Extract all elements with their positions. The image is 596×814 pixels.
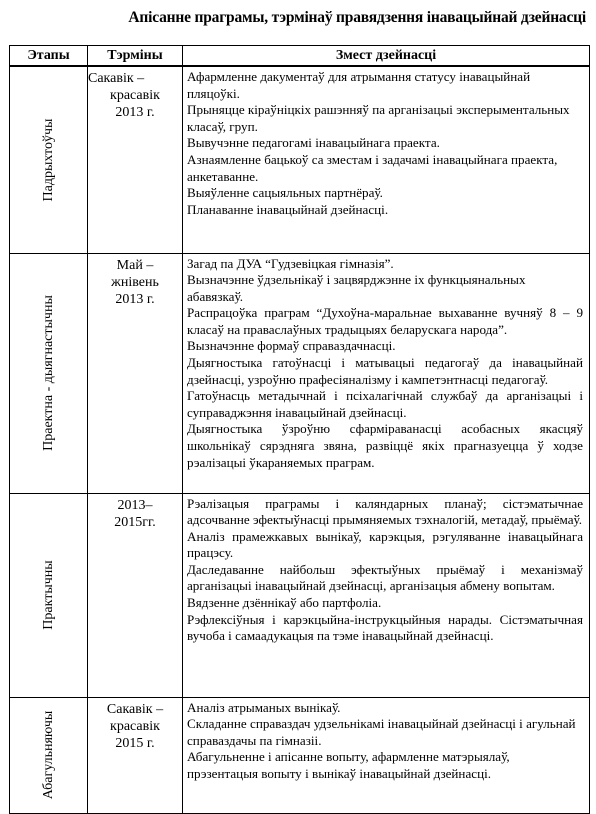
content-item: Гатоўнасць метадычнай і псіхалагічнай службаў да арганізацыі і суправаджэння інавацыйнай дзейнасці. — [187, 388, 583, 420]
term-line: 2013– — [117, 497, 153, 513]
header-terms: Тэрміны — [88, 46, 183, 67]
stage-cell — [10, 253, 88, 493]
term-cell — [88, 253, 183, 493]
content-item: Дыягностыка ўзроўню сфарміраванасці асобасных якасцяў школьнікаў сярэдняга звяна, развіццё якіх прагназуецца ў ходзе рэалізацыі ўкараняемых праграм. — [187, 421, 583, 470]
term-line: Май – — [116, 257, 154, 273]
term-line: красавік — [110, 718, 160, 734]
content-item: Аналіз атрыманых вынікаў. — [187, 699, 341, 715]
content-item: Афармленне дакументаў для атрымання статусу інавацыйнай пляцоўкі. — [187, 69, 531, 101]
content-item: Дыягностыка гатоўнасці і матывацыі педагогаў да інавацыйнай дзейнасці, узроўню прафесіяналізму і кампетэнтнасці педагогаў. — [187, 355, 583, 387]
stage-label: Праектна - дыягнастычны — [40, 295, 56, 451]
table-row — [10, 253, 590, 493]
term-cell — [88, 493, 183, 697]
program-table — [9, 45, 590, 814]
content-cell — [183, 66, 590, 253]
stage-label: Практычны — [40, 560, 56, 630]
content-item: Распрацоўка праграм “Духоўна-маральнае выхаванне вучняў 8 – 9 класаў на праваслаўных традыцыях беларускага народа”. — [187, 305, 583, 337]
stage-cell — [10, 493, 88, 697]
header-stages: Этапы — [10, 46, 88, 67]
content-item: Рэалізацыя праграмы і каляндарных планаў; сістэматычнае адсочванне эфектыўнасці прымяняемых тэхналогій, метадаў, прыёмаў. — [187, 495, 583, 528]
content-item: Выяўленне сацыяльных партнёраў. — [187, 185, 383, 201]
document-title: Апісанне праграмы, тэрмінаў правядзення інавацыйнай дзейнасці — [128, 9, 586, 26]
header-content: Змест дзейнасці — [183, 46, 590, 67]
content-item: Даследаванне найбольш эфектыўных прыёмаў і механізмаў арганізацыі інавацыйнай дзейнасці, арганізацыя абмену вопытам. — [187, 561, 583, 594]
table-row — [10, 66, 590, 253]
content-item: Прыняцце кіраўніцкіх рашэнняў па арганізацыі эксперыментальных класаў, груп. — [187, 102, 570, 134]
term-line: 2013 г. — [115, 105, 155, 120]
term-cell — [88, 66, 183, 253]
term-line: жнівень — [111, 274, 159, 290]
content-item: Загад па ДУА “Гудзевіцкая гімназія”. — [187, 255, 394, 271]
content-item: Абагульненне і апісанне вопыту, афармленне матэрыялаў, прэзентацыя вопыту і вынікаў інавацыйнай дзейнасці. — [187, 749, 510, 781]
table-row — [10, 493, 590, 697]
stage-label: Падрыхтоўчы — [40, 118, 56, 202]
content-item: Рэфлексіўныя і карэкцыйна-інструкцыйныя нарады. Сістэматычная вучоба і самаадукацыя па тэме інавацыйнай дзейнасці. — [187, 611, 583, 644]
term-line: 2015гг. — [114, 514, 156, 530]
table-header-row — [10, 46, 590, 67]
content-cell — [183, 697, 590, 813]
table-row — [10, 697, 590, 813]
content-item: Вывучэнне педагогамі інавацыйнага праекта. — [187, 135, 440, 151]
term-line: Сакавік – — [106, 701, 164, 717]
stage-label: Абагульняючы — [40, 710, 56, 800]
content-cell — [183, 493, 590, 697]
term-line: 2013 г. — [115, 291, 155, 307]
stage-cell — [10, 697, 88, 813]
content-item: Вызначэнне ўдзельнікаў і зацвярджэнне іх функцыянальных абавязкаў. — [187, 272, 526, 304]
content-item: Вызначэнне формаў справаздачнасці. — [187, 338, 396, 354]
stage-cell — [10, 66, 88, 253]
term-cell — [88, 697, 183, 813]
content-item: Планаванне інавацыйнай дзейнасці. — [187, 201, 389, 217]
content-item: Складанне справаздач удзельнікамі інавацыйнай дзейнасці і агульнай справаздачы па гімназіі. — [187, 716, 576, 748]
content-cell — [183, 253, 590, 493]
term-line: 2015 г. — [115, 735, 155, 751]
content-item: Вядзенне дзённікаў або партфоліа. — [187, 595, 382, 611]
term-line: Сакавік – — [88, 71, 145, 86]
content-item: Аналіз прамежкавых вынікаў, карэкцыя, рэгуляванне інавацыйнага працэсу. — [187, 528, 583, 561]
content-item: Азнаямленне бацькоў са зместам і задачамі інавацыйнага праекта, анкетаванне. — [187, 151, 558, 184]
term-line: красавік — [110, 88, 160, 103]
